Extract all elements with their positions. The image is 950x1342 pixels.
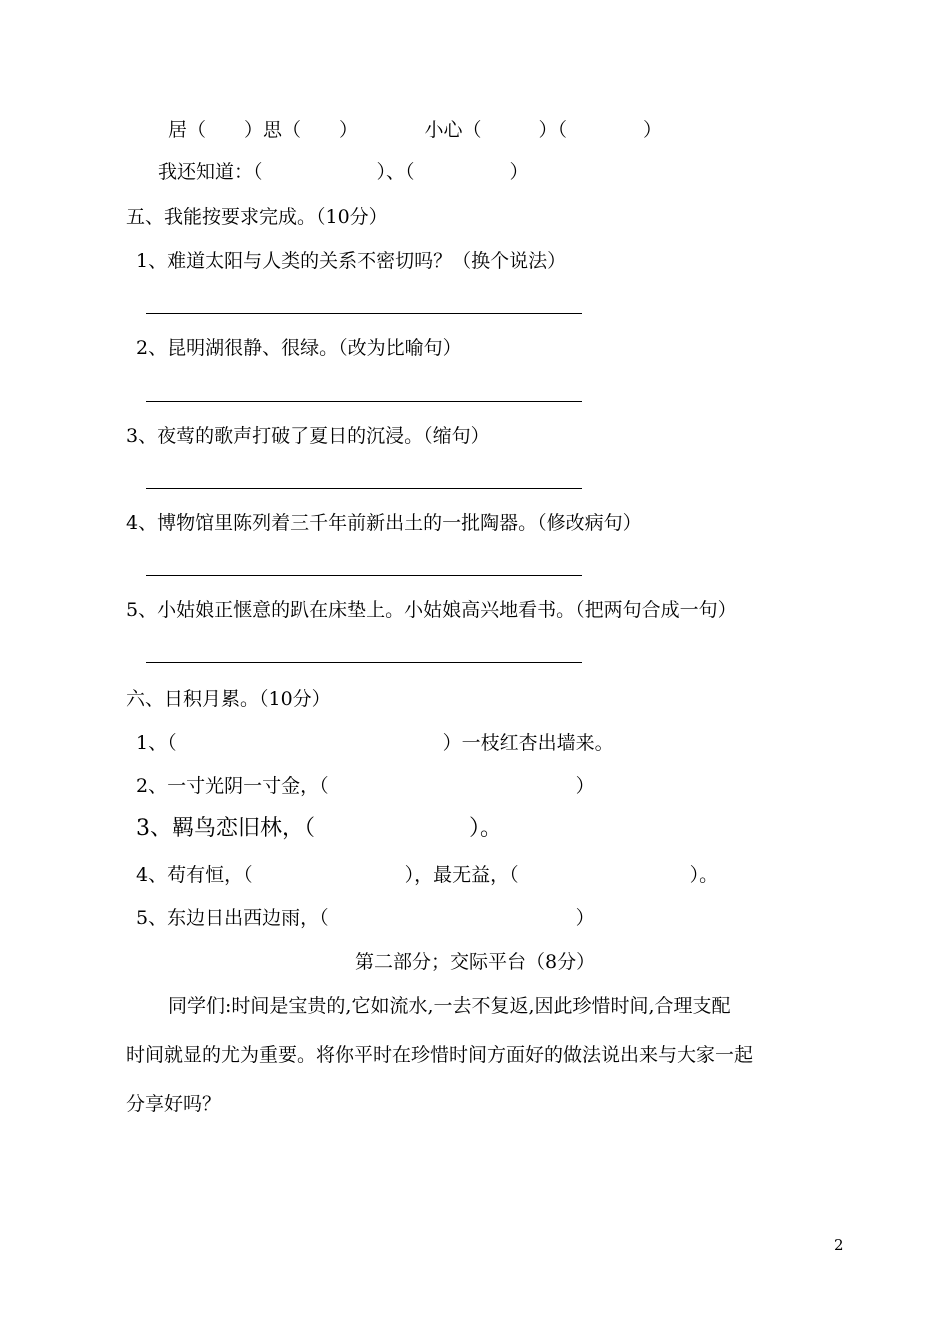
section6-item-1: 1、（ ）一枝红杏出墙来。 <box>136 732 614 754</box>
page-number: 2 <box>834 1236 844 1254</box>
section6-heading: 六、日积月累。（10分） <box>126 688 331 710</box>
section6-item-2: 2、一寸光阴一寸金，（ ） <box>136 775 595 797</box>
part2-paragraph-line-2: 时间就显的尤为重要。将你平时在珍惜时间方面好的做法说出来与大家一起 <box>126 1044 754 1066</box>
section5-heading: 五、我能按要求完成。（10分） <box>126 206 388 228</box>
section6-item-3: 3、羁鸟恋旧林，（ ）。 <box>136 816 502 841</box>
answer-line-2[interactable] <box>146 401 582 402</box>
answer-line-1[interactable] <box>146 313 582 314</box>
part2-paragraph-line-1: 同学们:时间是宝贵的,它如流水,一去不复返,因此珍惜时间,合理支配 <box>168 995 731 1017</box>
answer-line-5[interactable] <box>146 662 582 663</box>
answer-line-4[interactable] <box>146 575 582 576</box>
idiom-fill-line: 居（ ）思（ ） 小心（ ）（ ） <box>168 119 663 141</box>
section5-item-5: 5、小姑娘正惬意的趴在床垫上。小姑娘高兴地看书。（把两句合成一句） <box>126 599 737 621</box>
section6-item-5: 5、东边日出西边雨，（ ） <box>136 907 595 929</box>
answer-line-3[interactable] <box>146 488 582 489</box>
section6-item-4: 4、苟有恒，（ ），最无益，（ ）。 <box>136 864 719 886</box>
section5-item-2: 2、昆明湖很静、很绿。（改为比喻句） <box>136 337 462 359</box>
part2-heading: 第二部分；交际平台（8分） <box>355 951 596 973</box>
section5-item-4: 4、博物馆里陈列着三千年前新出土的一批陶器。（修改病句） <box>126 512 642 534</box>
section5-item-3: 3、夜莺的歌声打破了夏日的沉浸。（缩句） <box>126 425 490 447</box>
part2-paragraph-line-3: 分享好吗？ <box>126 1093 222 1115</box>
section5-item-1: 1、难道太阳与人类的关系不密切吗？（换个说法） <box>136 250 567 272</box>
also-know-line: 我还知道：（ ）、（ ） <box>158 161 529 183</box>
